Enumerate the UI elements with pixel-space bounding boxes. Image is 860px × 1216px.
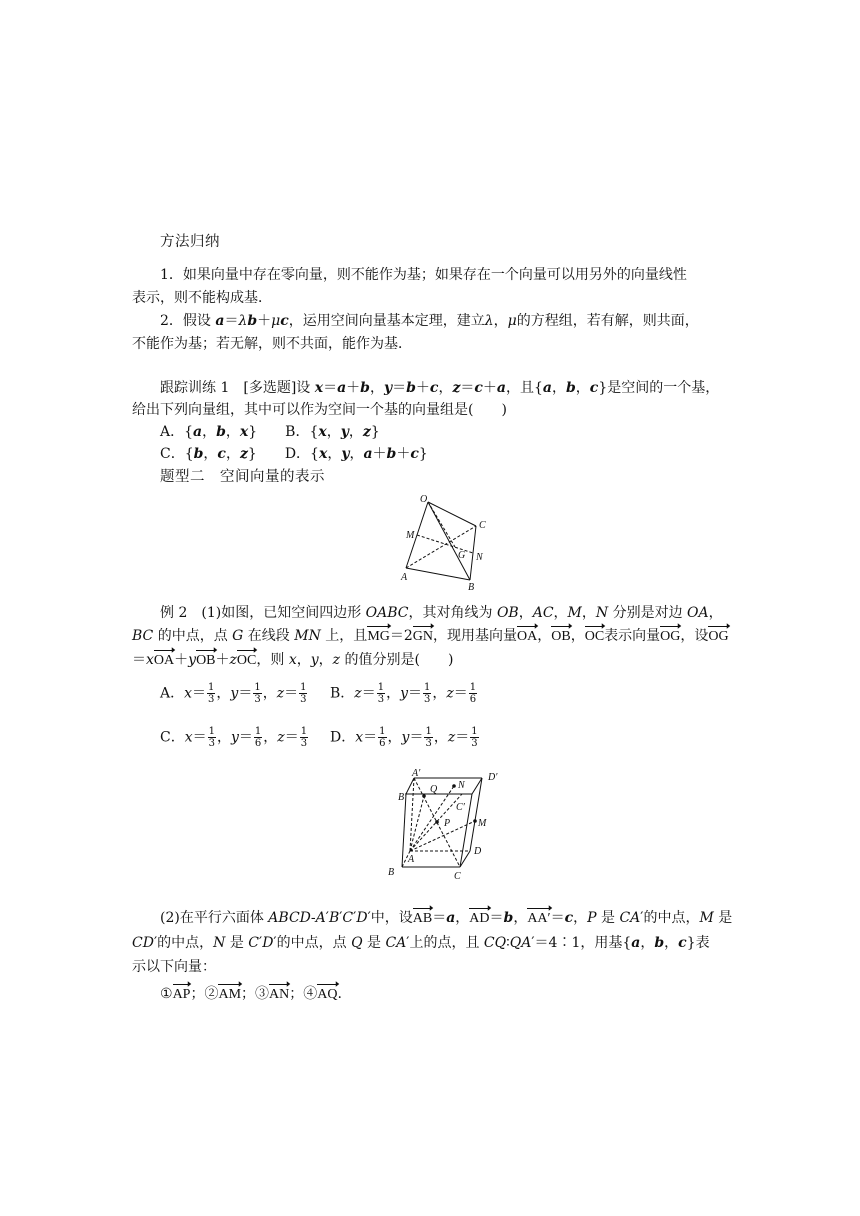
- practice-options-row-1: A．{a，b，x} B．{x，y，z}: [160, 424, 380, 440]
- figure2-label-p: P: [444, 818, 451, 829]
- figure1-label-a: A: [401, 572, 408, 583]
- figure2-label-b-prime: B′: [398, 792, 407, 803]
- example2-option-b: B．z＝ $\frac{1}{3}$ ，y＝ $\frac{1}{3}$ ，z＝ $\frac{1}{6}$: [330, 682, 477, 705]
- method-paragraph-1-line-1: 1．如果向量中存在零向量，则不能作为基；如果存在一个向量可以用另外的向量线性: [160, 267, 687, 283]
- example2-line-1: 例 2 (1)如图，已知空间四边形 OABC，其对角线为 OB，AC，M，N 分别是对边 OA，: [160, 605, 723, 621]
- example2-line-3: ＝xOA＋yOB＋zOC，则 x，y，z 的值分别是( ): [132, 650, 453, 671]
- figure2-label-q: Q: [430, 784, 438, 795]
- method-paragraph-1-line-2: 表示，则不能构成基．: [132, 290, 272, 306]
- part2-line-2: CD′的中点，N 是 C′D′的中点，点 Q 是 CA′上的点，且 CQ∶QA′＝4∶1，用基{a，b，c}表: [132, 935, 710, 951]
- figure2-label-c: C: [454, 871, 461, 882]
- figure2-label-b: B: [388, 867, 395, 878]
- figure1-label-m: M: [406, 530, 415, 541]
- example2-option-a: A．x＝ $\frac{1}{3}$ ，y＝ $\frac{1}{3}$ ，z＝ $\frac{1}{3}$: [160, 682, 307, 705]
- method-paragraph-2-line-2: 不能作为基；若无解，则不共面，能作为基．: [132, 336, 412, 352]
- figure1-label-n: N: [476, 552, 483, 563]
- figure2-label-n: N: [458, 780, 465, 791]
- method-heading: 方法归纳: [160, 234, 220, 250]
- example2-option-c: C．x＝ $\frac{1}{3}$ ，y＝ $\frac{1}{6}$ ，z＝ $\frac{1}{3}$: [160, 726, 308, 749]
- part2-line-1: (2)在平行六面体 ABCD-A′B′C′D′中，设AB＝a，AD＝b，AA′＝c，P 是 CA′的中点，M 是: [160, 908, 732, 929]
- figure2-label-d-prime: D′: [488, 772, 498, 783]
- figure1-label-o: O: [420, 494, 428, 505]
- figure2-label-a: A: [408, 854, 415, 865]
- section-2-heading: 题型二 空间向量的表示: [160, 469, 325, 485]
- parallelepiped-figure: [384, 768, 514, 883]
- practice-line-2: 给出下列向量组，其中可以作为空间一个基的向量组是( ): [132, 402, 507, 418]
- part2-line-3: 示以下向量：: [132, 959, 216, 975]
- practice-options-row-2: C．{b，c，z} D．{x，y，a＋b＋c}: [160, 446, 428, 462]
- figure2-label-d: D: [474, 846, 482, 857]
- part2-line-4: ①AP；②AM；③AN；④AQ.: [160, 984, 342, 1005]
- example2-line-2: BC 的中点，点 G 在线段 MN 上，且MG＝2GN，现用基向量OA，OB，OC表示向量OG，设OG: [132, 626, 729, 647]
- example2-option-d: D．x＝ $\frac{1}{6}$ ，y＝ $\frac{1}{3}$ ，z＝ $\frac{1}{3}$: [330, 726, 478, 749]
- method-paragraph-2-line-1: 2．假设 a＝λb＋μc，运用空间向量基本定理，建立λ，μ的方程组，若有解，则共面，: [160, 313, 699, 329]
- figure1-label-b: B: [468, 582, 475, 592]
- practice-line-1: 跟踪训练 1 [多选题]设 x＝a＋b，y＝b＋c，z＝c＋a，且{a，b，c}是空间的一个基，: [160, 380, 720, 396]
- figure1-label-g: G: [458, 550, 466, 561]
- figure2-label-m: M: [478, 818, 487, 829]
- figure1-label-c: C: [479, 520, 486, 531]
- tetrahedron-figure: [398, 492, 508, 592]
- figure2-label-a-prime: A′: [412, 768, 421, 779]
- figure2-label-c-prime: C′: [456, 802, 465, 813]
